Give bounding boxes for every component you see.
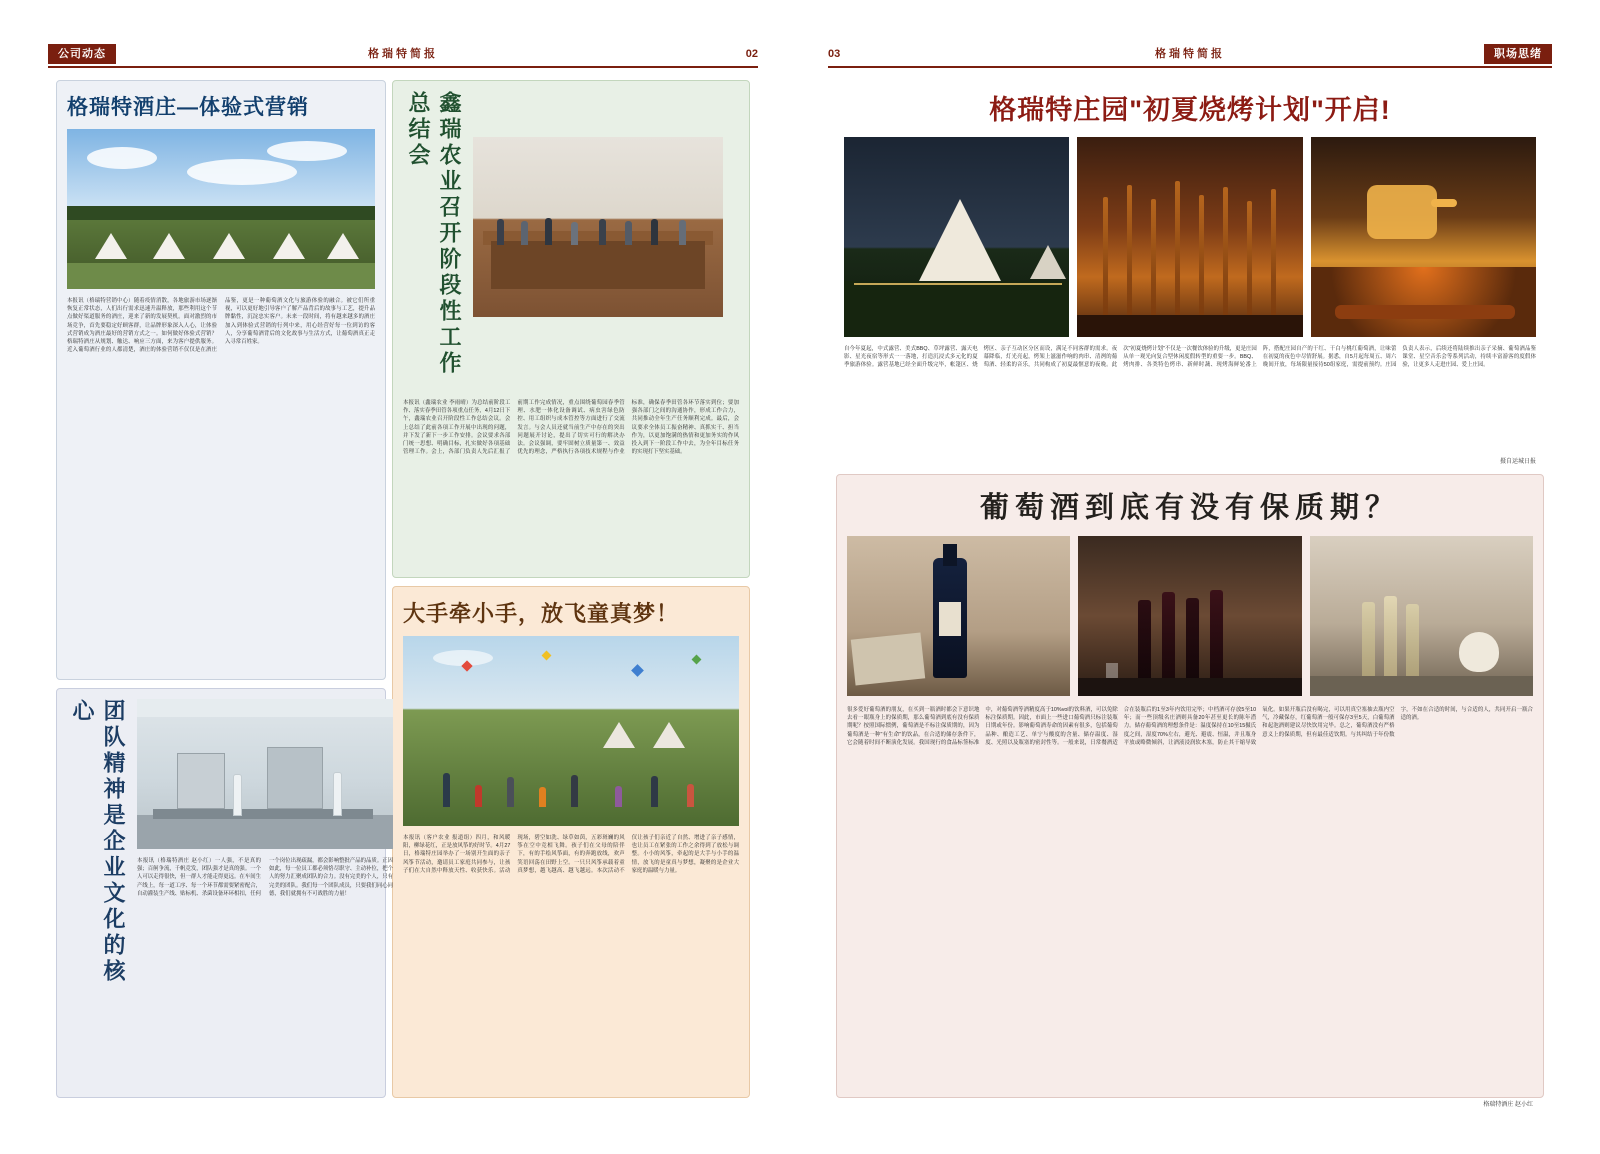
article-team-spirit xyxy=(56,688,393,1098)
red-wine-bottle-photo xyxy=(847,536,1070,696)
right-page xyxy=(828,44,1552,1106)
article-5-headline: 格瑞特庄园"初夏烧烤计划"开启! xyxy=(989,95,1391,125)
article-6-signature: 格瑞特酒庄 赵小红 xyxy=(1483,1102,1533,1108)
meeting-room-photo xyxy=(473,137,723,317)
article-3-body: 本报讯（客户农业 报道组）四月，和风暖阳，柳绿花红，正是放风筝的好时节。4月27日，格瑞特庄园举办了一场别开生面的亲子风筝节活动，邀请员工家庭共同参与，让孩子们在大自然中释放天性、收获快乐。活动现场，碧空如洗、绿草如茵，五彩斑斓的风筝在空中竞相飞舞。孩子们在父母的陪伴下，有的手绘风筝面，有的奔跑放线，欢声笑语回荡在田野上空。一只只风筝承载着童真梦想，越飞越高、越飞越远。本次活动不仅让孩子们亲近了自然、增进了亲子感情，也让员工在紧张的工作之余得到了放松与调整。小小的风筝，牵起的是大手与小手的温情，放飞的是童真与梦想，凝聚的是企业大家庭的温暖与力量。 xyxy=(403,835,739,874)
article-5-body: 自今年夏起，中式露营、美式BBQ、草坪露营、露天电影、星光夜宿等形式一一落地，打造沉浸式多元化的夏季旅游体验。露营基地已经全面升级完毕，帐篷区、烧烤区、亲子互动区分区而设，满足不同客群的需求。夜幕降临，灯光亮起，烤架上滋滋作响的肉串、清冽的葡萄酒、轻柔的音乐，共同构成了初夏最惬意的夜晚。此次"初夏烧烤计划"不仅是一次餐饮体验的升级，更是庄园从单一观光向复合型休闲度假转型的重要一步。BBQ、烤肉排、各类特色烤串、新鲜时蔬、现烤海鲜轮番上阵，搭配庄园自产的干红、干白与桃红葡萄酒，让味蕾在初夏的夜色中尽情舒展。据悉，自5月起每周五、周六晚间开放，每场限量接待50组家庭，需提前预约。庄园负责人表示，后续还将陆续推出亲子采摘、葡萄酒品鉴课堂、星空音乐会等系列活动，持续丰富游客的度假体验，让更多人走进庄园、爱上庄园。 xyxy=(844,346,1536,369)
article-1-body: 本报讯（格瑞特营销中心）随着疫情消散，各地旅游市场逐渐恢复正常状态，人们出行需求迅速升温释放，那些利用这个节点做好渠道服务的酒庄，迎来了新的发展契机。面对激烈的市场竞争，首先要稳定好顾客群，让品牌形象深入人心，让体验式营销成为酒庄最好的营销方式之一。如何做好体验式营销？格瑞特酒庄从规划、触达、响应三方面，来为客户提供服务。近入葡萄酒行业的人都清楚，酒庄的体验营销不仅仅是在酒庄品鉴，更是一种葡萄酒文化与旅游体验的融合。被它们所重视，可以更好地引导客户了解产品背后的故事与工艺，提升品牌黏性，沉淀忠实客户。未来一段时间，将有越来越多的酒庄加入到体验式营销的行列中来，用心经营好每一位到访的客人，分享葡萄酒背后的文化故事与生活方式，让葡萄酒真正走入寻常百姓家。 xyxy=(67,298,375,354)
article-5-signature: 摄自运城日报 xyxy=(1499,459,1536,465)
left-page xyxy=(48,44,758,1106)
left-page-number: 02 xyxy=(745,48,758,60)
article-6-headline: 葡萄酒到底有没有保质期？ xyxy=(979,492,1400,524)
article-4-body: 本报讯（格瑞特酒庄 赵小红）一人强，不是真的强；百舸争流，千帆竞发，团队强才是真的强。一个人可以走得很快，但一群人才能走得更远。在车间生产线上，每一道工序、每一个环节都需要紧密配合，自动灌装生产线、贴标机、杀菌设备环环相扣，任何一个岗位出现疏漏，都会影响整批产品的品质。正因如此，每一位员工都必须恪尽职守、主动补位，把个人的努力汇聚成团队的合力。没有完美的个人，只有完美的团队。我们每一个团队成员，只要我们同心同德，我们就拥有不可战胜的力量！ xyxy=(137,858,393,897)
left-masthead-title: 格瑞特简报 xyxy=(368,48,438,60)
right-page-number: 03 xyxy=(828,48,841,60)
article-experience-marketing xyxy=(56,80,386,680)
article-kite-festival xyxy=(392,586,750,1098)
left-masthead-tag: 公司动态 xyxy=(48,44,116,64)
article-xinrui-meeting xyxy=(392,80,750,578)
wine-bottles-table-photo xyxy=(1078,536,1301,696)
right-masthead-title: 格瑞特简报 xyxy=(1155,48,1225,60)
vineyard-tents-photo xyxy=(67,129,375,289)
article-summer-bbq xyxy=(836,80,1544,470)
tea-grill-photo xyxy=(1311,137,1536,337)
right-masthead-tag: 职场思绪 xyxy=(1484,44,1552,64)
kite-festival-photo xyxy=(403,636,739,826)
article-6-body: 很多爱好葡萄酒的朋友，在买到一瓶酒时都会下意识地去看一眼瓶身上的保质期，那么葡萄酒到底有没有保质期呢？按照国际惯例，葡萄酒是不标注保质期的，因为葡萄酒是一种"有生命"的饮品，在合适的储存条件下，它会随着时间不断演化发展。我国现行的食品标签标准中，对葡萄酒等酒精度高于10%vol的饮料酒，可以免除标注保质期。因此，市面上一些进口葡萄酒只标注装瓶日期或年份。影响葡萄酒寿命的因素有很多，包括葡萄品种、酿造工艺、单宁与酸度的含量、储存温度、湿度、光照以及瓶塞的密封性等。一般来说，日常餐酒适合在装瓶后的1至3年内饮用完毕；中档酒可存放5至10年；而一些顶级名庄酒则具备20年甚至更长的陈年潜力。储存葡萄酒的理想条件是：温度保持在10至15摄氏度之间，湿度70%左右，避光、避震、恒温，并且瓶身平放或略微倾斜，让酒液浸润软木塞，防止其干缩导致氧化。如果开瓶后没有喝完，可以用真空塞抽去瓶内空气，冷藏保存，红葡萄酒一般可保存3至5天，白葡萄酒和起泡酒则建议尽快饮用完毕。总之，葡萄酒没有严格意义上的保质期，但有最佳适饮期。与其纠结于年份数字，不如在合适的时间，与合适的人，共同开启一瓶合适的酒。 xyxy=(847,707,1533,746)
white-wine-bottles-photo xyxy=(1310,536,1533,696)
article-3-headline: 大手牵小手，放飞童真梦！ xyxy=(403,601,680,626)
grilled-skewers-photo xyxy=(1077,137,1302,337)
left-masthead xyxy=(48,44,758,68)
night-tent-photo xyxy=(844,137,1069,337)
article-2-headline: 鑫瑞农业召开阶段性工作总结会 xyxy=(406,91,462,377)
article-2-body: 本报讯（鑫瑞农业 李雨晴）为总结前阶段工作、落实春季田管各项重点任务，4月12日下午，鑫瑞农业召开阶段性工作总结会议。会上总结了此前各项工作开展中出现的问题，并下发了新下一步工作安排。会议要求各部门统一思想、明确目标，扎实做好各项基础管理工作。会上，各部门负责人先后汇报了前期工作完成情况，重点围绕葡萄园春季管理、水肥一体化设备调试、病虫害绿色防控、用工组织与成本管控等方面进行了交流发言。与会人员还就当前生产中存在的突出问题展开讨论，提出了切实可行的解决办法。会议强调，要牢固树立质量第一、效益优先的理念，严格执行各项技术规程与作业标准，确保春季田管各环节落实到位；要加强各部门之间的沟通协作，形成工作合力，共同推动全年生产任务顺利完成。最后，会议要求全体员工振奋精神、真抓实干、担当作为，以更加饱满的热情和更加务实的作风投入到下一阶段工作中去，为全年目标任务的实现打下坚实基础。 xyxy=(403,400,739,456)
bottling-line-photo xyxy=(137,699,393,849)
article-4-headline: 团队精神是企业文化的核心 xyxy=(70,699,126,985)
article-wine-shelf-life xyxy=(836,474,1544,1108)
article-1-headline: 格瑞特酒庄—体验式营销 xyxy=(67,96,309,119)
right-masthead xyxy=(828,44,1552,68)
